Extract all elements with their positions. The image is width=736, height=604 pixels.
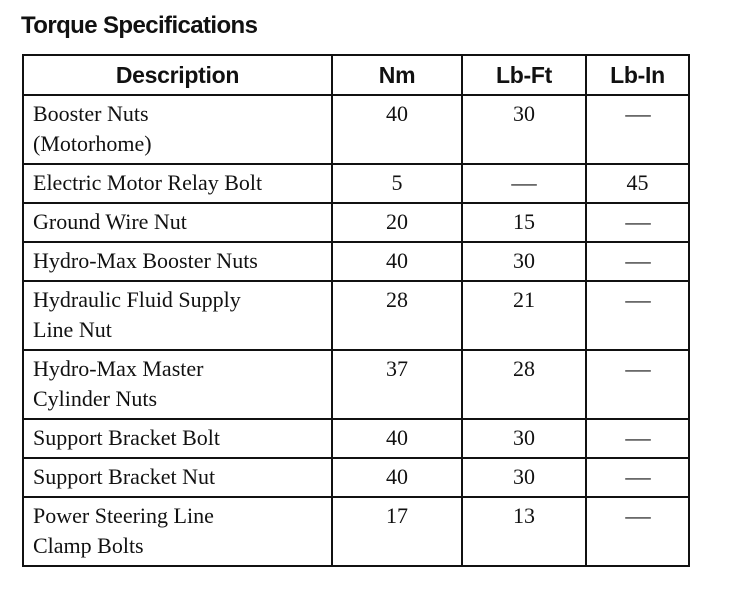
nm-cell: 40 bbox=[332, 458, 462, 497]
nm-cell: 28 bbox=[332, 281, 462, 350]
description-line: Line Nut bbox=[33, 317, 112, 342]
table-body bbox=[23, 95, 689, 566]
lb-ft-cell: 13 bbox=[462, 497, 586, 566]
lb-ft-cell bbox=[462, 164, 586, 203]
value: — bbox=[624, 425, 651, 450]
header-lb-in: Lb-In bbox=[586, 55, 689, 95]
torque-spec-table bbox=[22, 54, 690, 567]
lb-in-cell bbox=[586, 95, 689, 164]
value: — bbox=[624, 503, 651, 528]
description-line: Hydro-Max Booster Nuts bbox=[33, 248, 258, 273]
description-line: (Motorhome) bbox=[33, 131, 152, 156]
lb-ft-cell: 30 bbox=[462, 419, 586, 458]
description-cell bbox=[23, 242, 332, 281]
lb-ft-cell: 30 bbox=[462, 95, 586, 164]
value: — bbox=[624, 356, 651, 381]
header-row bbox=[23, 55, 689, 95]
lb-in-cell bbox=[586, 419, 689, 458]
table-row bbox=[23, 281, 689, 350]
table-row bbox=[23, 350, 689, 419]
value: — bbox=[624, 209, 651, 234]
nm-cell: 20 bbox=[332, 203, 462, 242]
lb-ft-cell: 15 bbox=[462, 203, 586, 242]
nm-cell: 5 bbox=[332, 164, 462, 203]
page-title: Torque Specifications bbox=[21, 12, 258, 39]
table-row bbox=[23, 458, 689, 497]
value: — bbox=[624, 248, 651, 273]
description-line: Electric Motor Relay Bolt bbox=[33, 170, 263, 195]
description-cell bbox=[23, 350, 332, 419]
lb-in-cell: 45 bbox=[586, 164, 689, 203]
value: — bbox=[624, 287, 651, 312]
description-line: Clamp Bolts bbox=[33, 533, 144, 558]
nm-cell: 40 bbox=[332, 95, 462, 164]
lb-in-cell bbox=[586, 242, 689, 281]
table-row bbox=[23, 95, 689, 164]
description-line: Support Bracket Nut bbox=[33, 464, 216, 489]
header-nm: Nm bbox=[332, 55, 462, 95]
description-line: Hydraulic Fluid Supply bbox=[33, 287, 241, 312]
description-cell bbox=[23, 203, 332, 242]
lb-ft-cell: 28 bbox=[462, 350, 586, 419]
description-cell bbox=[23, 164, 332, 203]
nm-cell: 37 bbox=[332, 350, 462, 419]
header-lb-ft: Lb-Ft bbox=[462, 55, 586, 95]
description-cell bbox=[23, 95, 332, 164]
table-row bbox=[23, 242, 689, 281]
description-cell bbox=[23, 458, 332, 497]
lb-ft-cell: 30 bbox=[462, 458, 586, 497]
description-line: Support Bracket Bolt bbox=[33, 425, 220, 450]
description-cell bbox=[23, 281, 332, 350]
table-row bbox=[23, 203, 689, 242]
value: — bbox=[624, 101, 651, 126]
description-line: Power Steering Line bbox=[33, 503, 214, 528]
header-description: Description bbox=[23, 55, 332, 95]
description-line: Hydro-Max Master bbox=[33, 356, 204, 381]
lb-in-cell bbox=[586, 497, 689, 566]
value: — bbox=[624, 464, 651, 489]
description-line: Booster Nuts bbox=[33, 101, 149, 126]
nm-cell: 40 bbox=[332, 419, 462, 458]
lb-in-cell bbox=[586, 458, 689, 497]
description-line: Ground Wire Nut bbox=[33, 209, 187, 234]
lb-ft-cell: 21 bbox=[462, 281, 586, 350]
lb-in-cell bbox=[586, 203, 689, 242]
value: — bbox=[511, 170, 537, 195]
lb-in-cell bbox=[586, 281, 689, 350]
table-row bbox=[23, 497, 689, 566]
nm-cell: 40 bbox=[332, 242, 462, 281]
table-row bbox=[23, 419, 689, 458]
table-row bbox=[23, 164, 689, 203]
description-cell bbox=[23, 419, 332, 458]
nm-cell: 17 bbox=[332, 497, 462, 566]
description-cell bbox=[23, 497, 332, 566]
description-line: Cylinder Nuts bbox=[33, 386, 158, 411]
lb-in-cell bbox=[586, 350, 689, 419]
lb-ft-cell: 30 bbox=[462, 242, 586, 281]
